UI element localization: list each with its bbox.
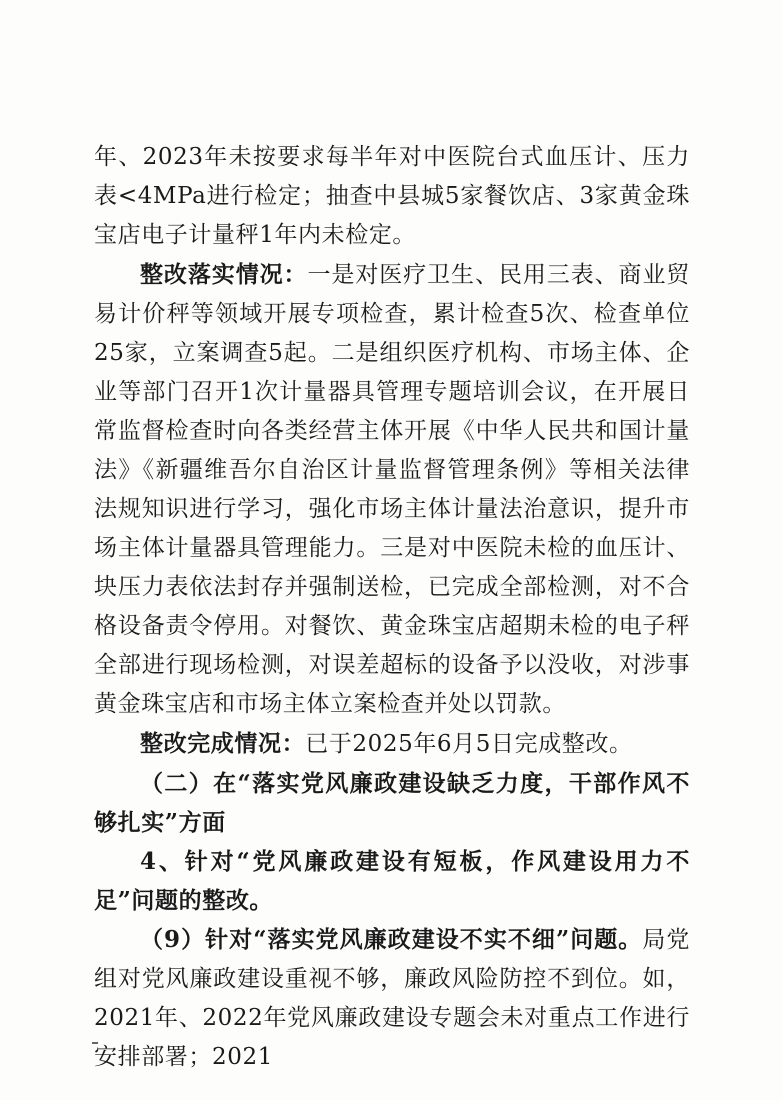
item-9-text: 局党组对党风廉政建设重视不够，廉政风险防控不到位。如，2021年、2022年党风廉政建设专题会未对重点工作进行安排部署；2021: [94, 927, 690, 1070]
section-heading-2: （二）在“落实党风廉政建设缺乏力度，干部作风不够扎实”方面: [94, 770, 690, 836]
rectification-measures-label: 整改落实情况：: [140, 261, 308, 288]
paragraph-1: 年、2023年未按要求每半年对中医院台式血压计、压力表<4MPa进行检定；抽查中县城5家餐饮店、3家黄金珠宝店电子计量秤1年内未检定。: [94, 144, 690, 248]
paragraph-item-9: [94, 920, 690, 1077]
rectification-completion-label: 整改完成情况：: [140, 730, 306, 757]
paragraph-rectification-measures: [94, 255, 690, 724]
item-9-label: （9）针对“落实党风廉政建设不实不细”问题。: [140, 926, 643, 953]
document-body: [94, 138, 690, 1077]
rectification-measures-text: 一是对医疗卫生、民用三表、商业贸易计价秤等领域开展专项检查，累计检查5次、检查单位25家，立案调查5起。二是组织医疗机构、市场主体、企业等部门召开1次计量器具管理专题培训会议，在开展日常监督检查时向各类经营主体开展《中华人民共和国计量法》《新疆维吾尔自治区计量监督管理条例》等相关法律法规知识进行学习，强化市场主体计量法治意识，提升市场主体计量器具管理能力。三是对中医院未检的血压计、块压力表依法封存并强制送检，已完成全部检测，对不合格设备责令停用。对餐饮、黄金珠宝店超期未检的电子秤全部进行现场检测，对误差超标的设备予以没收，对涉事黄金珠宝店和市场主体立案检查并处以罚款。: [94, 262, 691, 717]
scan-mark: [92, 1042, 98, 1044]
rectification-completion-text: 已于2025年6月5日完成整改。: [305, 731, 633, 757]
subsection-heading-4: 4、针对“党风廉政建设有短板，作风建设用力不足”问题的整改。: [94, 848, 690, 914]
paragraph-rectification-completion: [94, 724, 690, 764]
